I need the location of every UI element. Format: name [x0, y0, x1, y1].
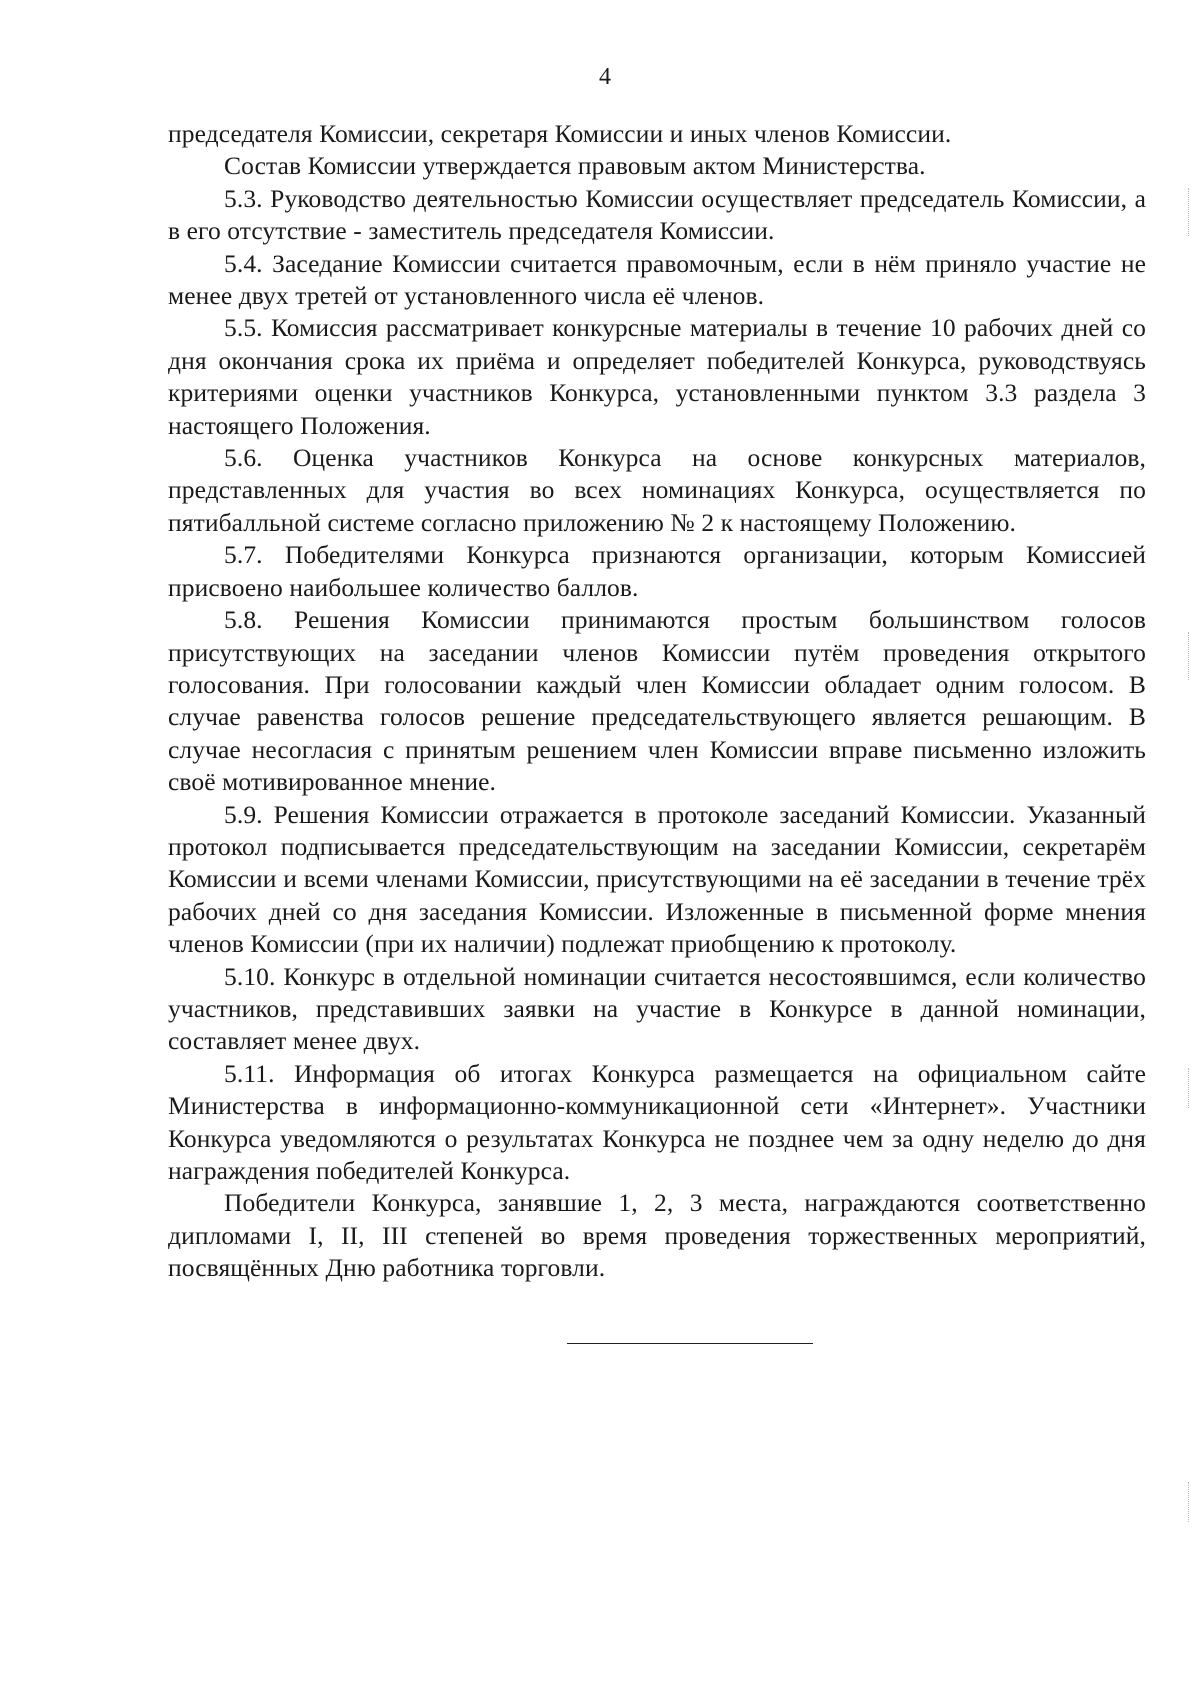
paragraph-5-5: 5.5. Комиссия рассматривает конкурсные материалы в течение 10 рабочих дней со дня окончания срока их приёма и определяет победителей Конкурса, руководствуясь критериями оценки участников Конкурса, установленными пунктом 3.3 раздела 3 настоящего Положения.: [168, 313, 1146, 440]
document-body: [168, 118, 1146, 1285]
scan-margin-mark: [1188, 632, 1194, 680]
scan-margin-mark: [1188, 1068, 1194, 1108]
paragraph-5-4: 5.4. Заседание Комиссии считается правомочным, если в нём приняло участие не менее двух третей от установленного числа её членов.: [168, 248, 1146, 311]
paragraph-5-7: 5.7. Победителями Конкурса признаются организации, которым Комиссией присвоено наибольшее количество баллов.: [168, 540, 1146, 602]
paragraph-5-9: 5.9. Решения Комиссии отражается в протоколе заседаний Комиссии. Указанный протокол подписывается председательствующим на заседании Комиссии, секретарём Комиссии и всеми членами Комиссии, присутствующими на её заседании в течение трёх рабочих дней со дня заседания Комиссии. Изложенные в письменной форме мнения членов Комиссии (при их наличии) подлежат приобщению к протоколу.: [168, 799, 1146, 959]
paragraph-5-10: 5.10. Конкурс в отдельной номинации считается несостоявшимся, если количество участников, представивших заявки на участие в Конкурсе в данной номинации, составляет менее двух.: [168, 961, 1146, 1056]
paragraph-commission-composition: Состав Комиссии утверждается правовым актом Министерства.: [224, 151, 926, 181]
scan-margin-mark: [1188, 188, 1194, 236]
page-number: 4: [599, 64, 611, 90]
paragraph-winners-awards: Победители Конкурса, занявшие 1, 2, 3 места, награждаются соответственно дипломами I, II, III степеней во время проведения торжественных мероприятий, посвящённых Дню работника торговли.: [168, 1188, 1146, 1283]
paragraph-5-11: 5.11. Информация об итогах Конкурса размещается на официальном сайте Министерства в информационно-коммуникационной сети «Интернет». Участники Конкурса уведомляются о результатах Конкурса не позднее чем за одну неделю до дня награждения победителей Конкурса.: [168, 1058, 1146, 1185]
paragraph-5-8: 5.8. Решения Комиссии принимаются простым большинством голосов присутствующих на заседании членов Комиссии путём проведения открытого голосования. При голосовании каждый член Комиссии обладает одним голосом. В случае равенства голосов решение председательствующего является решающим. В случае несогласия с принятым решением член Комиссии вправе письменно изложить своё мотивированное мнение.: [168, 605, 1146, 797]
end-of-document-rule: [567, 1343, 813, 1344]
paragraph-5-3: 5.3. Руководство деятельностью Комиссии осуществляет председатель Комиссии, а в его отсутствие - заместитель председателя Комиссии.: [168, 183, 1146, 246]
paragraph-continuation: председателя Комиссии, секретаря Комиссии и иных членов Комиссии.: [168, 119, 952, 148]
paragraph-5-6: 5.6. Оценка участников Конкурса на основе конкурсных материалов, представленных для участия во всех номинациях Конкурса, осуществляется по пятибалльной системе согласно приложению № 2 к настоящему Положению.: [168, 443, 1146, 537]
scan-margin-mark: [1188, 1482, 1194, 1522]
